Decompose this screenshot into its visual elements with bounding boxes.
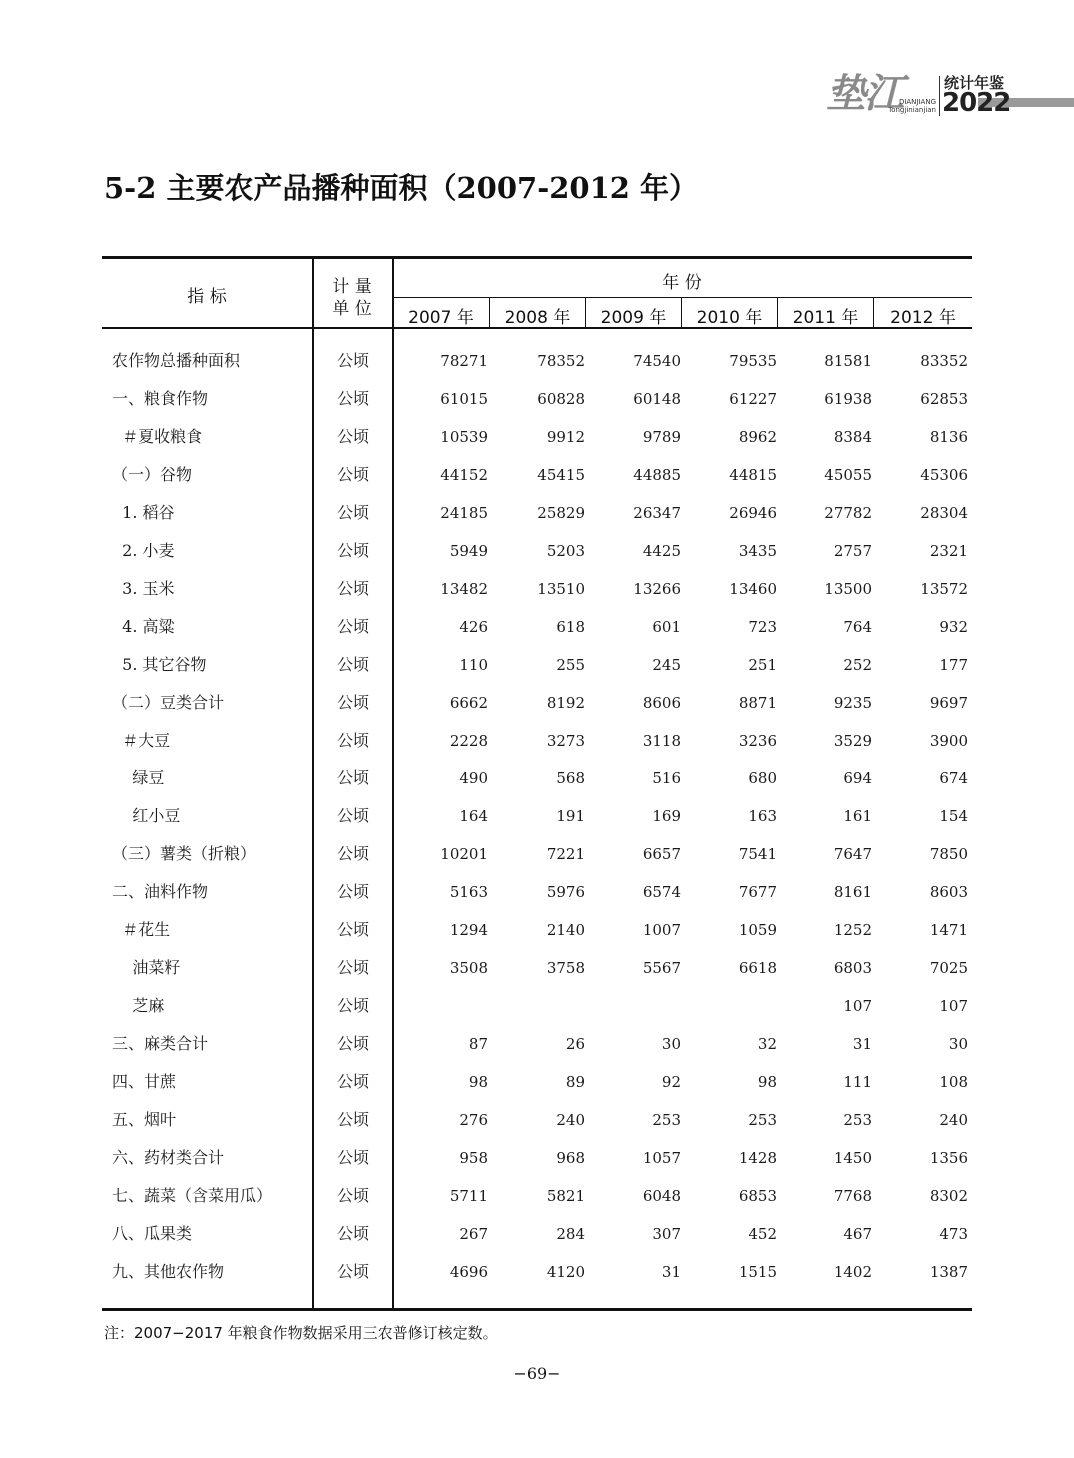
row-value: 24185 xyxy=(440,503,488,522)
row-value: 932 xyxy=(939,617,968,636)
row-unit: 公顷 xyxy=(336,426,369,446)
row-value: 490 xyxy=(459,769,488,788)
row-value: 7647 xyxy=(833,845,872,864)
row-value xyxy=(398,987,488,1025)
table-row xyxy=(102,911,972,949)
row-value: 2228 xyxy=(449,731,488,750)
header-year-rule xyxy=(392,297,972,298)
row-indicator: 二、油料作物 xyxy=(112,882,209,902)
row-value xyxy=(495,987,585,1025)
row-value: 5203 xyxy=(546,541,585,560)
row-unit: 公顷 xyxy=(336,996,369,1016)
row-value: 60828 xyxy=(537,389,585,408)
row-indicator: 七、蔬菜（含菜用瓜） xyxy=(112,1185,273,1205)
row-value: 44885 xyxy=(633,465,681,484)
table-row xyxy=(102,1177,972,1215)
table-row xyxy=(102,380,972,418)
row-value: 8161 xyxy=(833,883,872,902)
row-unit: 公顷 xyxy=(336,1185,369,1205)
row-unit: 公顷 xyxy=(336,1034,369,1054)
row-value: 5163 xyxy=(449,883,488,902)
row-value: 253 xyxy=(652,1111,681,1129)
row-value: 13460 xyxy=(729,579,777,598)
table-row xyxy=(102,684,972,722)
row-value: 240 xyxy=(939,1111,968,1129)
table-row xyxy=(102,873,972,911)
row-value: 694 xyxy=(843,769,872,788)
row-unit: 公顷 xyxy=(336,1072,369,1092)
row-value: 680 xyxy=(748,769,777,788)
row-value: 3508 xyxy=(449,959,488,978)
row-value: 9789 xyxy=(642,427,681,446)
row-value: 163 xyxy=(748,807,777,826)
row-value: 27782 xyxy=(824,503,872,522)
row-value: 107 xyxy=(939,997,968,1016)
row-unit: 公顷 xyxy=(336,578,369,598)
row-value: 8962 xyxy=(738,427,777,446)
row-value: 6574 xyxy=(642,883,681,902)
row-indicator: 绿豆 xyxy=(112,768,165,788)
row-value: 253 xyxy=(748,1111,777,1129)
row-unit: 公顷 xyxy=(336,920,369,940)
row-value: 161 xyxy=(843,807,872,826)
brand-divider xyxy=(939,76,940,116)
row-value: 110 xyxy=(459,655,488,674)
row-value: 5949 xyxy=(449,541,488,560)
table-row xyxy=(102,456,972,494)
row-value: 8606 xyxy=(642,693,681,712)
row-value: 31 xyxy=(852,1035,872,1054)
row-value: 81581 xyxy=(824,352,872,370)
row-unit: 公顷 xyxy=(336,388,369,408)
row-value: 45055 xyxy=(824,465,872,484)
row-value: 111 xyxy=(843,1073,872,1092)
row-value: 245 xyxy=(652,655,681,674)
row-value: 62853 xyxy=(920,389,968,408)
row-indicator: （二）豆类合计 xyxy=(112,692,225,712)
header-year-2009: 2009 年 xyxy=(600,308,667,328)
table-row xyxy=(102,342,972,380)
row-indicator: 1. 稻谷 xyxy=(112,502,175,522)
row-value: 5567 xyxy=(642,959,681,978)
row-value: 108 xyxy=(939,1073,968,1092)
table-row xyxy=(102,1253,972,1291)
row-value: 284 xyxy=(556,1224,585,1243)
row-value: 267 xyxy=(459,1224,488,1243)
row-value: 240 xyxy=(556,1111,585,1129)
row-value: 1356 xyxy=(929,1148,968,1167)
row-value: 5821 xyxy=(546,1186,585,1205)
yearbook-brand-header xyxy=(826,62,1074,122)
row-value: 452 xyxy=(748,1224,777,1243)
table-row xyxy=(102,1025,972,1063)
row-value: 7850 xyxy=(929,845,968,864)
row-value: 251 xyxy=(748,655,777,674)
header-year-2011: 2011 年 xyxy=(792,308,859,328)
row-value: 958 xyxy=(459,1148,488,1167)
table-row xyxy=(102,722,972,760)
row-indicator: 八、瓜果类 xyxy=(112,1223,193,1243)
row-value: 87 xyxy=(468,1035,488,1054)
row-indicator: 红小豆 xyxy=(112,806,181,826)
row-value: 45306 xyxy=(920,465,968,484)
table-row xyxy=(102,418,972,456)
row-unit: 公顷 xyxy=(336,692,369,712)
row-value: 26 xyxy=(565,1035,585,1054)
row-value: 426 xyxy=(459,617,488,636)
table-row xyxy=(102,987,972,1025)
row-value: 13500 xyxy=(824,579,872,598)
row-value: 98 xyxy=(757,1073,777,1092)
row-indicator: 5. 其它谷物 xyxy=(112,654,207,674)
row-value: 169 xyxy=(652,807,681,826)
row-value: 7768 xyxy=(833,1186,872,1205)
page-title: 5-2 主要农产品播种面积（2007-2012 年） xyxy=(104,171,699,205)
row-value: 1057 xyxy=(642,1148,681,1167)
row-value: 1387 xyxy=(929,1262,968,1281)
row-unit: 公顷 xyxy=(336,1147,369,1167)
brand-name: 统计年鉴 xyxy=(944,74,1005,92)
row-value: 9235 xyxy=(833,693,872,712)
row-indicator: ＃大豆 xyxy=(112,730,171,750)
row-value: 9912 xyxy=(546,427,585,446)
row-value: 32 xyxy=(757,1035,777,1054)
row-value: 28304 xyxy=(920,503,968,522)
row-value: 2757 xyxy=(833,541,872,560)
row-value: 25829 xyxy=(537,503,585,522)
row-value: 5976 xyxy=(546,883,585,902)
row-value: 6662 xyxy=(449,693,488,712)
row-value: 45415 xyxy=(537,465,585,484)
row-value: 1252 xyxy=(833,921,872,940)
row-indicator: 农作物总播种面积 xyxy=(112,351,241,370)
table-row xyxy=(102,646,972,684)
row-value: 1450 xyxy=(833,1148,872,1167)
row-value: 1059 xyxy=(738,921,777,940)
row-indicator: 六、药材类合计 xyxy=(112,1147,225,1167)
row-value: 1007 xyxy=(642,921,681,940)
row-value: 13510 xyxy=(537,579,585,598)
table-row xyxy=(102,835,972,873)
row-value xyxy=(687,987,777,1025)
row-unit: 公顷 xyxy=(336,1110,369,1129)
table-row xyxy=(102,1139,972,1177)
table-row xyxy=(102,570,972,608)
row-value: 9697 xyxy=(929,693,968,712)
brand-calligraphy-logo: 垫江 xyxy=(826,70,902,117)
row-value: 7541 xyxy=(738,845,777,864)
row-value: 8192 xyxy=(546,693,585,712)
row-value: 31 xyxy=(661,1262,681,1281)
row-value: 10539 xyxy=(440,427,488,446)
row-indicator: （一）谷物 xyxy=(112,464,193,484)
row-value: 1471 xyxy=(929,921,968,940)
row-value: 107 xyxy=(843,997,872,1016)
row-value: 8603 xyxy=(929,883,968,902)
header-year-2007: 2007 年 xyxy=(408,308,474,328)
row-value: 4696 xyxy=(449,1262,488,1281)
brand-pinyin-line2: Tongjinianjian xyxy=(888,106,936,114)
table-row xyxy=(102,532,972,570)
row-unit: 公顷 xyxy=(336,958,369,978)
row-value: 4120 xyxy=(546,1262,585,1281)
row-indicator: 五、烟叶 xyxy=(112,1110,177,1129)
row-value: 44152 xyxy=(440,465,488,484)
row-value: 674 xyxy=(939,769,968,788)
row-indicator: 油菜籽 xyxy=(112,958,181,978)
row-value: 8384 xyxy=(833,427,872,446)
row-value: 968 xyxy=(556,1148,585,1167)
row-value: 8136 xyxy=(929,427,968,446)
table-row xyxy=(102,1101,972,1139)
row-value: 7221 xyxy=(546,845,585,864)
header-indicator: 指 标 xyxy=(187,287,227,307)
row-value: 1402 xyxy=(833,1262,872,1281)
row-value: 253 xyxy=(843,1111,872,1129)
row-value: 252 xyxy=(843,655,872,674)
row-indicator: 3. 玉米 xyxy=(112,578,175,598)
row-value: 26347 xyxy=(633,503,681,522)
row-unit: 公顷 xyxy=(336,882,369,902)
row-value: 473 xyxy=(939,1224,968,1243)
row-value: 3529 xyxy=(833,731,872,750)
row-value: 30 xyxy=(948,1035,968,1054)
row-value: 74540 xyxy=(633,352,681,370)
row-indicator: （三）薯类（折粮） xyxy=(112,844,257,864)
row-value: 177 xyxy=(939,655,968,674)
row-value: 98 xyxy=(468,1073,488,1092)
row-indicator: 2. 小麦 xyxy=(112,540,175,560)
row-indicator: 九、其他农作物 xyxy=(112,1261,225,1281)
header-unit-line2: 单 位 xyxy=(332,299,372,319)
row-value: 13572 xyxy=(920,579,968,598)
row-indicator: 一、粮食作物 xyxy=(112,388,209,408)
brand-pinyin-line1: DIANJIANG xyxy=(898,98,936,106)
row-value: 164 xyxy=(459,807,488,826)
row-value xyxy=(591,987,681,1025)
row-value: 601 xyxy=(652,617,681,636)
row-unit: 公顷 xyxy=(336,730,369,750)
row-value: 723 xyxy=(748,617,777,636)
table-row xyxy=(102,608,972,646)
row-unit: 公顷 xyxy=(336,464,369,484)
row-value: 764 xyxy=(843,617,872,636)
header-year-2010: 2010 年 xyxy=(696,308,763,328)
row-unit: 公顷 xyxy=(336,1223,369,1243)
row-value: 8302 xyxy=(929,1186,968,1205)
row-value: 7025 xyxy=(929,959,968,978)
header-year-group: 年 份 xyxy=(662,273,702,293)
row-value: 4425 xyxy=(642,541,681,560)
row-value: 6657 xyxy=(642,845,681,864)
row-unit: 公顷 xyxy=(336,768,369,788)
row-value: 2140 xyxy=(546,921,585,940)
table-row xyxy=(102,1215,972,1253)
row-value: 154 xyxy=(939,807,968,826)
row-value: 13266 xyxy=(633,579,681,598)
row-indicator: ＃花生 xyxy=(112,920,171,940)
table-row xyxy=(102,494,972,532)
row-value: 8871 xyxy=(738,693,777,712)
brand-pinyin xyxy=(876,98,936,114)
row-unit: 公顷 xyxy=(336,616,369,636)
row-indicator: 三、麻类合计 xyxy=(112,1034,209,1054)
row-value: 307 xyxy=(652,1224,681,1243)
brand-year: 2022 xyxy=(942,88,1011,118)
row-value: 6618 xyxy=(738,959,777,978)
row-value: 276 xyxy=(459,1111,488,1129)
row-unit: 公顷 xyxy=(336,654,369,674)
row-value: 61938 xyxy=(824,389,872,408)
row-unit: 公顷 xyxy=(336,1261,369,1281)
row-unit: 公顷 xyxy=(336,540,369,560)
header-unit xyxy=(312,276,392,320)
row-value: 1428 xyxy=(738,1148,777,1167)
row-value: 61227 xyxy=(729,389,777,408)
row-value: 3118 xyxy=(642,731,681,750)
row-value: 89 xyxy=(565,1073,585,1092)
row-value: 2321 xyxy=(929,541,968,560)
row-unit: 公顷 xyxy=(336,502,369,522)
row-unit: 公顷 xyxy=(336,351,369,370)
header-year-2012: 2012 年 xyxy=(890,308,956,328)
row-value: 92 xyxy=(661,1073,681,1092)
table-row xyxy=(102,949,972,987)
row-value: 78271 xyxy=(440,352,488,370)
row-value: 7677 xyxy=(738,883,777,902)
row-value: 44815 xyxy=(729,465,777,484)
header-year-2008: 2008 年 xyxy=(504,308,571,328)
row-value: 79535 xyxy=(729,352,777,370)
table-footnote: 注：2007−2017 年粮食作物数据采用三农普修订核定数。 xyxy=(104,1324,498,1342)
row-value: 6048 xyxy=(642,1186,681,1205)
row-value: 30 xyxy=(661,1035,681,1054)
row-value: 3435 xyxy=(738,541,777,560)
row-value: 60148 xyxy=(633,389,681,408)
row-indicator: 芝麻 xyxy=(112,996,165,1016)
row-value: 1515 xyxy=(738,1262,777,1281)
row-value: 26946 xyxy=(729,503,777,522)
row-indicator: 4. 高粱 xyxy=(112,616,175,636)
row-value: 6803 xyxy=(833,959,872,978)
row-value: 61015 xyxy=(440,389,488,408)
row-value: 618 xyxy=(556,617,585,636)
row-unit: 公顷 xyxy=(336,844,369,864)
row-value: 1294 xyxy=(449,921,488,940)
table-bottom-rule xyxy=(102,1308,972,1311)
row-value: 3758 xyxy=(546,959,585,978)
header-unit-line1: 计 量 xyxy=(332,277,372,297)
row-value: 78352 xyxy=(537,352,585,370)
table-row xyxy=(102,759,972,797)
row-value: 3273 xyxy=(546,731,585,750)
row-value: 191 xyxy=(556,807,585,826)
row-value: 467 xyxy=(843,1224,872,1243)
row-value: 516 xyxy=(652,769,681,788)
row-value: 5711 xyxy=(449,1186,488,1205)
page-number: −69− xyxy=(513,1364,561,1383)
row-value: 13482 xyxy=(440,579,488,598)
row-value: 568 xyxy=(556,769,585,788)
row-indicator: 四、甘蔗 xyxy=(112,1072,177,1092)
table-top-rule xyxy=(102,256,972,259)
row-value: 10201 xyxy=(440,845,488,864)
table-row xyxy=(102,797,972,835)
row-value: 255 xyxy=(556,655,585,674)
row-value: 83352 xyxy=(920,352,968,370)
table-row xyxy=(102,1063,972,1101)
row-unit: 公顷 xyxy=(336,806,369,826)
row-value: 3900 xyxy=(929,731,968,750)
row-value: 3236 xyxy=(738,731,777,750)
row-value: 6853 xyxy=(738,1186,777,1205)
row-indicator: ＃夏收粮食 xyxy=(112,426,203,446)
